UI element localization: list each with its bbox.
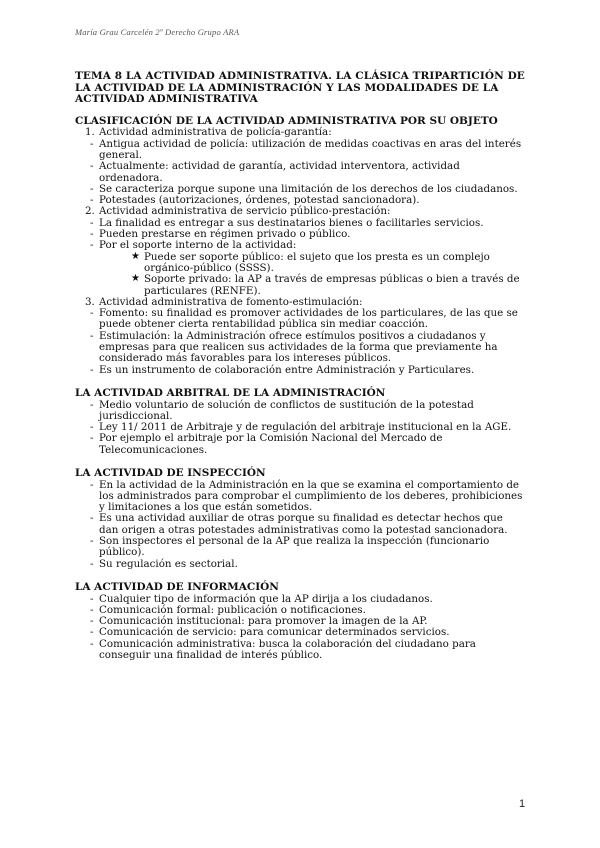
dash-item (75, 639, 525, 662)
dash-item (75, 559, 525, 570)
item-text: Soporte privado: la AP a través de empresas públicas o bien a través de particulares (RENFE). (144, 273, 520, 297)
dash-item (75, 161, 525, 184)
dash-item (75, 536, 525, 559)
item-text: Actividad administrativa de servicio público-prestación: (99, 205, 391, 218)
item-text: Medio voluntario de solución de conflictos de sustitución de la potestad jurisdiccional. (99, 398, 474, 422)
document-title: TEMA 8 LA ACTIVIDAD ADMINISTRATIVA. LA CLÁSICA TRIPARTICIÓN DE LA ACTIVIDAD DE LA ADMINISTRACIÓN Y LAS MODALIDADES DE LA ACTIVIDAD ADMINISTRATIVA (75, 70, 525, 106)
list-marker: - (90, 160, 94, 173)
item-text: Comunicación institucional: para promover la imagen de la AP. (99, 615, 428, 628)
list-marker: - (90, 512, 94, 525)
section-heading: LA ACTIVIDAD ARBITRAL DE LA ADMINISTRACIÓN (75, 386, 386, 399)
list-marker: - (90, 535, 94, 548)
item-text: Fomento: su finalidad es promover actividades de los particulares, de las que se puede obtener cierta rentabilidad pública sin mediar coacción. (99, 307, 518, 331)
list-marker: 2. (85, 205, 95, 218)
section (75, 468, 525, 570)
dash-item (75, 308, 525, 331)
item-text: Son inspectores el personal de la AP que realiza la inspección (funcionario público). (99, 535, 490, 559)
list-marker: - (90, 228, 94, 241)
document-body (75, 71, 525, 673)
section (75, 116, 525, 376)
item-text: Actividad administrativa de policía-garantía: (99, 126, 332, 139)
list-marker: - (90, 398, 94, 411)
dash-item (75, 139, 525, 162)
list-marker: - (90, 329, 94, 342)
star-icon: ★ (131, 273, 140, 285)
dash-item (75, 331, 525, 365)
item-text: Por el soporte interno de la actividad: (99, 239, 297, 252)
list-marker: - (90, 194, 94, 207)
list-marker: - (90, 557, 94, 570)
item-text: Comunicación administrativa: busca la colaboración del ciudadano para conseguir una finalidad de interés público. (99, 637, 476, 662)
dash-item (75, 400, 525, 423)
list-marker: - (90, 239, 94, 252)
item-text: Por ejemplo el arbitraje por la Comisión Nacional del Mercado de Telecomunicaciones. (99, 432, 443, 456)
item-text: Comunicación de servicio: para comunicar determinados servicios. (99, 626, 450, 639)
item-text: Actualmente: actividad de garantía, actividad interventora, actividad ordenadora. (99, 160, 460, 184)
item-text: Es una actividad auxiliar de otras porque su finalidad es detectar hechos que dan origen a otras potestades administrativas como la potestad sancionadora. (99, 512, 508, 536)
dash-item (75, 365, 525, 376)
list-marker: - (90, 307, 94, 320)
list-marker: - (90, 432, 94, 445)
list-marker: - (90, 592, 94, 605)
list-marker: - (90, 137, 94, 150)
list-marker: - (90, 478, 94, 491)
section-heading: LA ACTIVIDAD DE INSPECCIÓN (75, 466, 266, 479)
section (75, 388, 525, 456)
list-marker: - (90, 615, 94, 628)
list-marker: - (90, 421, 94, 434)
list-marker: 3. (85, 295, 95, 308)
item-text: Ley 11/ 2011 de Arbitraje y de regulación del arbitraje institucional en la AGE. (99, 421, 512, 434)
list-marker: - (90, 363, 94, 376)
list-marker: - (90, 182, 94, 195)
item-text: Se caracteriza porque supone una limitación de los derechos de los ciudadanos. (99, 182, 518, 195)
list-marker: - (90, 626, 94, 639)
star-bullet-item (75, 274, 525, 297)
dash-item (75, 433, 525, 456)
item-text: Puede ser soporte público: el sujeto que los presta es un complejo orgánico-público (SSSS). (144, 250, 490, 274)
sections-container (75, 116, 525, 662)
star-bullet-item (75, 252, 525, 275)
item-text: La finalidad es entregar a sus destinatarios bienes o facilitarles servicios. (99, 216, 484, 229)
item-text: Comunicación formal: publicación o notificaciones. (99, 603, 366, 616)
list-marker: 1. (85, 126, 95, 139)
section-heading: LA ACTIVIDAD DE INFORMACIÓN (75, 580, 279, 593)
list-marker: - (90, 216, 94, 229)
list-marker: - (90, 637, 94, 650)
item-text: Su regulación es sectorial. (99, 557, 238, 570)
item-text: Es un instrumento de colaboración entre Administración y Particulares. (99, 363, 475, 376)
item-text: Potestades (autorizaciones, órdenes, potestad sancionadora). (99, 194, 420, 207)
item-text: Cualquier tipo de información que la AP dirija a los ciudadanos. (99, 592, 433, 605)
item-text: Antigua actividad de policía: utilización de medidas coactivas en aras del interés general. (99, 137, 522, 161)
star-icon: ★ (131, 250, 140, 262)
page-number: 1 (519, 798, 526, 810)
section (75, 582, 525, 661)
item-text: Pueden prestarse en régimen privado o público. (99, 228, 351, 241)
dash-item (75, 480, 525, 514)
section-heading: CLASIFICACIÓN DE LA ACTIVIDAD ADMINISTRATIVA POR SU OBJETO (75, 114, 498, 127)
item-text: Estimulación: la Administración ofrece estímulos positivos a ciudadanos y empresas para que realicen sus actividades de la forma que previamente ha considerado más favorables para los intereses públicos. (99, 329, 498, 365)
running-header: María Grau Carcelén 2º Derecho Grupo ARA (75, 27, 240, 37)
dash-item (75, 513, 525, 536)
item-text: Actividad administrativa de fomento-estimulación: (99, 295, 363, 308)
list-marker: - (90, 603, 94, 616)
item-text: En la actividad de la Administración en la que se examina el comportamiento de los administrados para comprobar el cumplimiento de los deberes, prohibiciones y limitaciones a los que están sometidos. (99, 478, 523, 514)
